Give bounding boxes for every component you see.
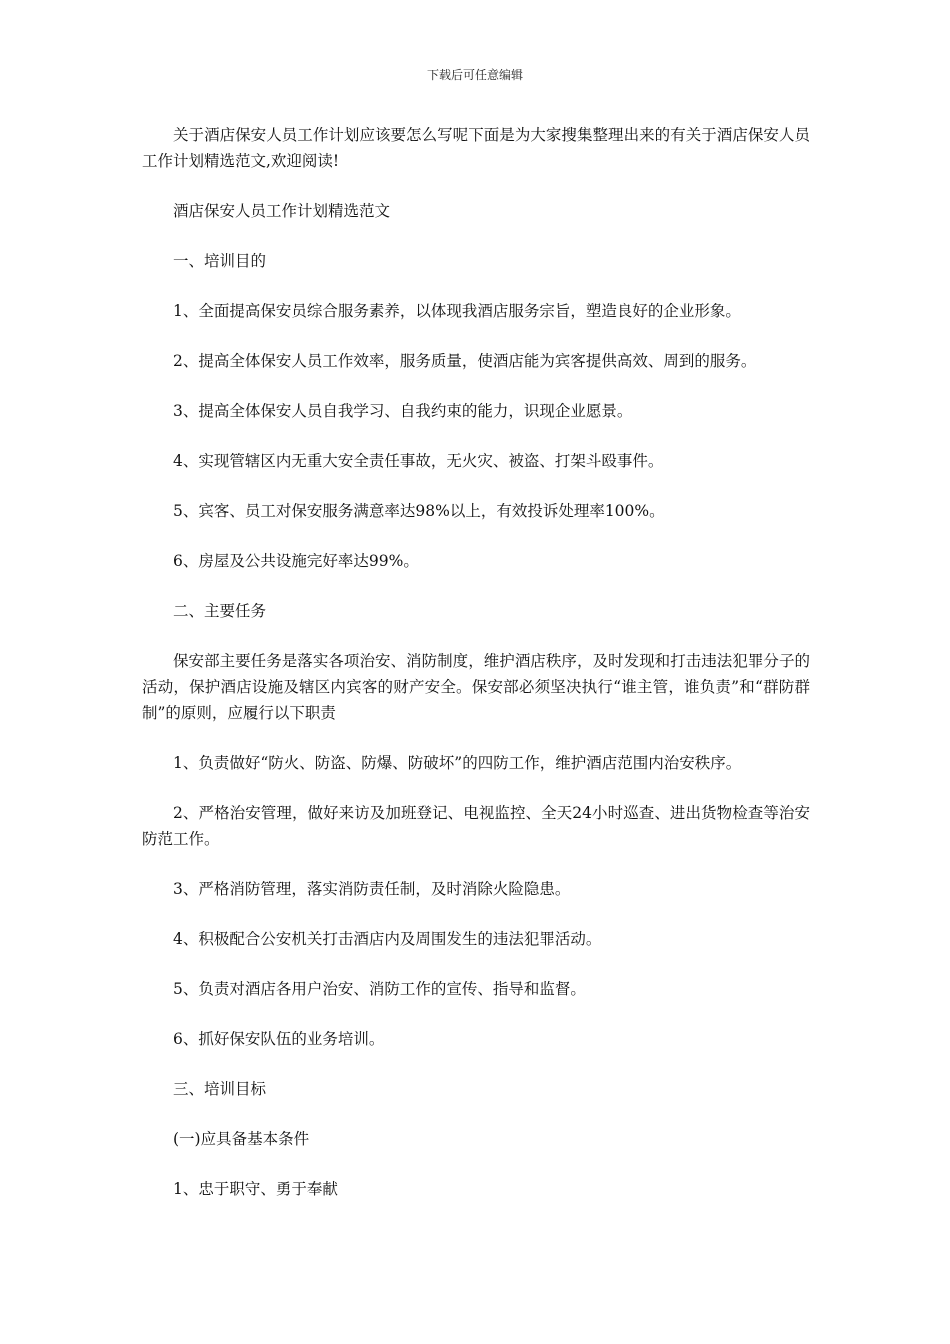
list-item: 5、负责对酒店各用户治安、消防工作的宣传、指导和监督。 (173, 980, 586, 998)
section-heading: 一、培训目的 (173, 252, 267, 270)
list-item: 6、房屋及公共设施完好率达99%。 (173, 552, 419, 570)
page-header: 下载后可任意编辑 (426, 68, 523, 82)
list-item: 2、严格治安管理，做好来访及加班登记、电视监控、全天24小时巡查、进出货物检查等治安防范工作。 (142, 804, 810, 848)
body-paragraph: 保安部主要任务是落实各项治安、消防制度，维护酒店秩序，及时发现和打击违法犯罪分子的活动，保护酒店设施及辖区内宾客的财产安全。保安部必须坚决执行“谁主管，谁负责”和“群防群制”的原则，应履行以下职责 (142, 652, 810, 722)
list-item: 1、全面提高保安员综合服务素养，以体现我酒店服务宗旨，塑造良好的企业形象。 (173, 302, 741, 320)
list-item: 6、抓好保安队伍的业务培训。 (173, 1030, 385, 1048)
intro-paragraph: 关于酒店保安人员工作计划应该要怎么写呢下面是为大家搜集整理出来的有关于酒店保安人员工作计划精选范文,欢迎阅读! (142, 126, 810, 170)
list-item: 4、积极配合公安机关打击酒店内及周围发生的违法犯罪活动。 (173, 930, 602, 948)
list-item: 3、提高全体保安人员自我学习、自我约束的能力，识现企业愿景。 (173, 402, 633, 420)
list-item: 5、宾客、员工对保安服务满意率达98%以上，有效投诉处理率100%。 (173, 502, 665, 520)
document-body (142, 122, 810, 1226)
section-heading: 二、主要任务 (173, 602, 267, 620)
list-item: 4、实现管辖区内无重大安全责任事故，无火灾、被盗、打架斗殴事件。 (173, 452, 664, 470)
list-item: 1、负责做好“防火、防盗、防爆、防破坏”的四防工作，维护酒店范围内治安秩序。 (173, 754, 742, 772)
subsection-heading: (一)应具备基本条件 (173, 1130, 310, 1148)
list-item: 2、提高全体保安人员工作效率，服务质量，使酒店能为宾客提供高效、周到的服务。 (173, 352, 757, 370)
list-item: 1、忠于职守、勇于奉献 (173, 1180, 338, 1198)
document-title: 酒店保安人员工作计划精选范文 (173, 202, 391, 220)
list-item: 3、严格消防管理，落实消防责任制，及时消除火险隐患。 (173, 880, 571, 898)
section-heading: 三、培训目标 (173, 1080, 267, 1098)
